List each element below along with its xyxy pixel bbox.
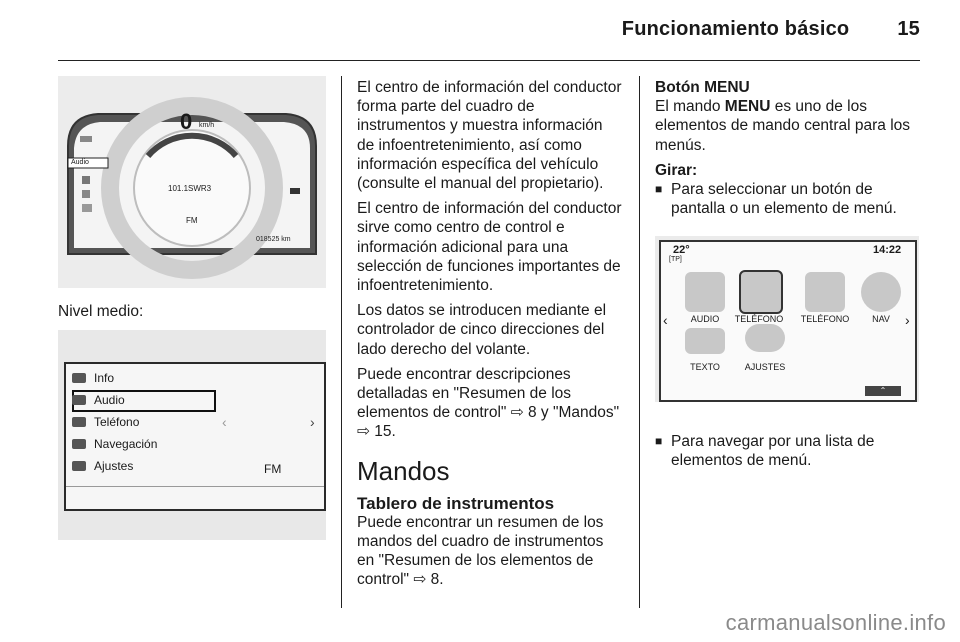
speed-value: 0 [180,109,193,134]
column-divider-2 [639,76,640,608]
speedometer-figure [58,76,326,288]
column-divider-1 [341,76,342,608]
phone-icon [72,417,86,427]
menu-item-audio[interactable]: Audio [72,390,125,410]
paragraph-3: Los datos se introducen mediante el controlador de cinco direcciones del lado derecho del volante. [357,302,607,358]
menu-screen [64,362,326,511]
menu-item-telefono[interactable]: Teléfono [72,412,139,432]
header-rule [58,60,920,61]
bullet-2: ■ Para navegar por una lista de elementos de menú. [655,433,875,470]
nav-tile-icon[interactable] [861,272,901,312]
chevron-left-icon[interactable]: ‹ [663,312,668,328]
section-heading: Mandos [357,455,450,486]
tile-label-audio: AUDIO [690,314,720,324]
page-header [622,18,920,41]
bullet-1: ■ Para seleccionar un botón de pantalla o un elemento de menú. [655,181,897,218]
paragraph-4: Puede encontrar descripciones detalladas en "Resumen de los elementos de control" ⇨ 8 y "Mandos" ⇨ 15. [357,365,620,441]
right-heading: Botón MENU [655,79,750,96]
temperature: 22° [673,244,690,256]
tile-label-texto: TEXTO [690,362,720,372]
menu-item-ajustes[interactable]: Ajustes [72,456,133,476]
menu-figure [58,330,326,540]
menu-paragraph: El mando MENU es uno de los elementos de mando central para los menús. [655,98,911,154]
home-screen-figure [655,236,919,402]
band-label: FM [186,216,198,225]
info-icon [72,373,86,383]
audio-tile-icon[interactable] [685,272,725,312]
figure-caption: Nivel medio: [58,303,144,320]
header-title: Funcionamiento básico [621,18,850,40]
station-name: 101.1SWR3 [168,184,212,193]
girar-label: Girar: [655,161,698,179]
odometer: 018525 km [256,236,291,243]
paragraph-2: El centro de información del conductor sirve como centro de control e información adicional para una selección de funciones importantes de infoentretenimiento. [357,200,622,295]
paragraph-1: El centro de información del conductor forma parte del cuadro de instrumentos y muestra información de infoentretenimiento, así como información específica del vehículo (consulte el manual del propietario). [357,79,622,193]
divider-line [66,486,324,487]
menu-item-info[interactable]: Info [72,368,114,388]
tp-indicator: [TP] [669,256,682,263]
tile-label-ajustes: AJUSTES [744,362,786,372]
telefono-tile-icon[interactable] [739,270,783,314]
paragraph-5: Puede encontrar un resumen de los mandos del cuadro de instrumentos en "Resumen de los elementos de control" ⇨ 8. [357,513,604,589]
speedometer-illustration [58,76,326,288]
speed-unit: km/h [199,122,215,129]
tile-label-telefono: TELÉFONO [734,314,784,324]
chevron-left-icon[interactable]: ‹ [222,414,227,430]
ajustes-tile-icon[interactable] [745,324,785,352]
menu-item-navegacion[interactable]: Navegación [72,434,157,454]
page-number: 15 [897,18,920,40]
chevron-right-icon[interactable]: › [310,414,315,430]
audio-menu-label: Audio [71,159,89,166]
tile-label-nav: NAV [872,314,890,324]
tile-label-telefono-2: TELÉFONO [800,314,850,324]
menu-band-label: FM [264,462,282,476]
watermark: carmanualsonline.info [725,610,946,635]
telefono-2-tile-icon[interactable] [805,272,845,312]
compass-icon [72,439,86,449]
texto-tile-icon[interactable] [685,328,725,354]
clock: 14:22 [873,244,902,256]
subsection-heading: Tablero de instrumentos [357,493,555,513]
audio-icon [72,395,86,405]
scroll-up-button[interactable]: ⌃ [865,386,901,396]
chevron-right-icon[interactable]: › [905,312,910,328]
gear-icon [72,461,86,471]
